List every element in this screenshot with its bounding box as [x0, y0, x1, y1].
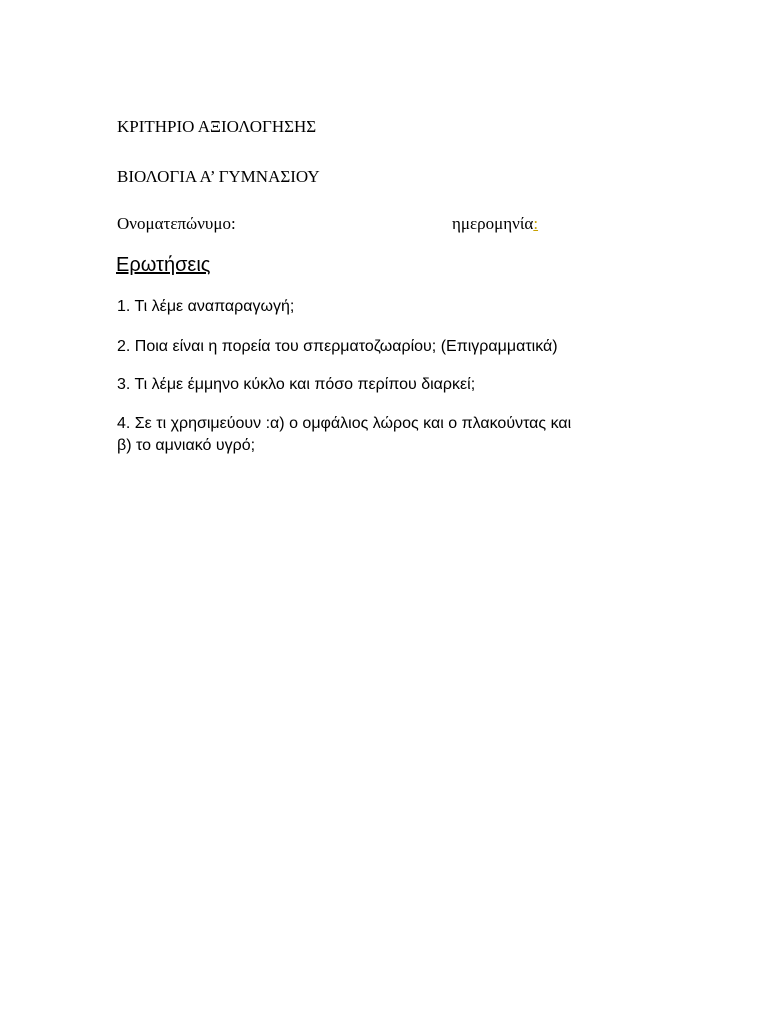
question-1: 1. Τι λέμε αναπαραγωγή; [117, 298, 295, 315]
questions-heading: Ερωτήσεις [116, 254, 211, 276]
question-2: 2. Ποια είναι η πορεία του σπερματοζωαρίου; (Επιγραμματικά) [117, 338, 558, 355]
date-label-text: ημερομηνία [452, 214, 534, 233]
name-field-label: Ονοματεπώνυμο: [117, 214, 236, 233]
question-4-line-1: 4. Σε τι χρησιμεύουν :α) ο ομφάλιος λώρος και ο πλακούντας και [117, 415, 572, 432]
date-field-label [452, 214, 538, 234]
date-label-colon: : [533, 214, 539, 233]
document-title: ΚΡΙΤΗΡΙΟ ΑΞΙΟΛΟΓΗΣΗΣ [117, 117, 317, 136]
question-3: 3. Τι λέμε έμμηνο κύκλο και πόσο περίπου διαρκεί; [117, 376, 476, 393]
question-4-line-2: β) το αμνιακό υγρό; [117, 437, 256, 454]
question-4 [117, 413, 657, 457]
document-subtitle: ΒΙΟΛΟΓΙΑ Α’ ΓΥΜΝΑΣΙΟΥ [117, 167, 320, 186]
